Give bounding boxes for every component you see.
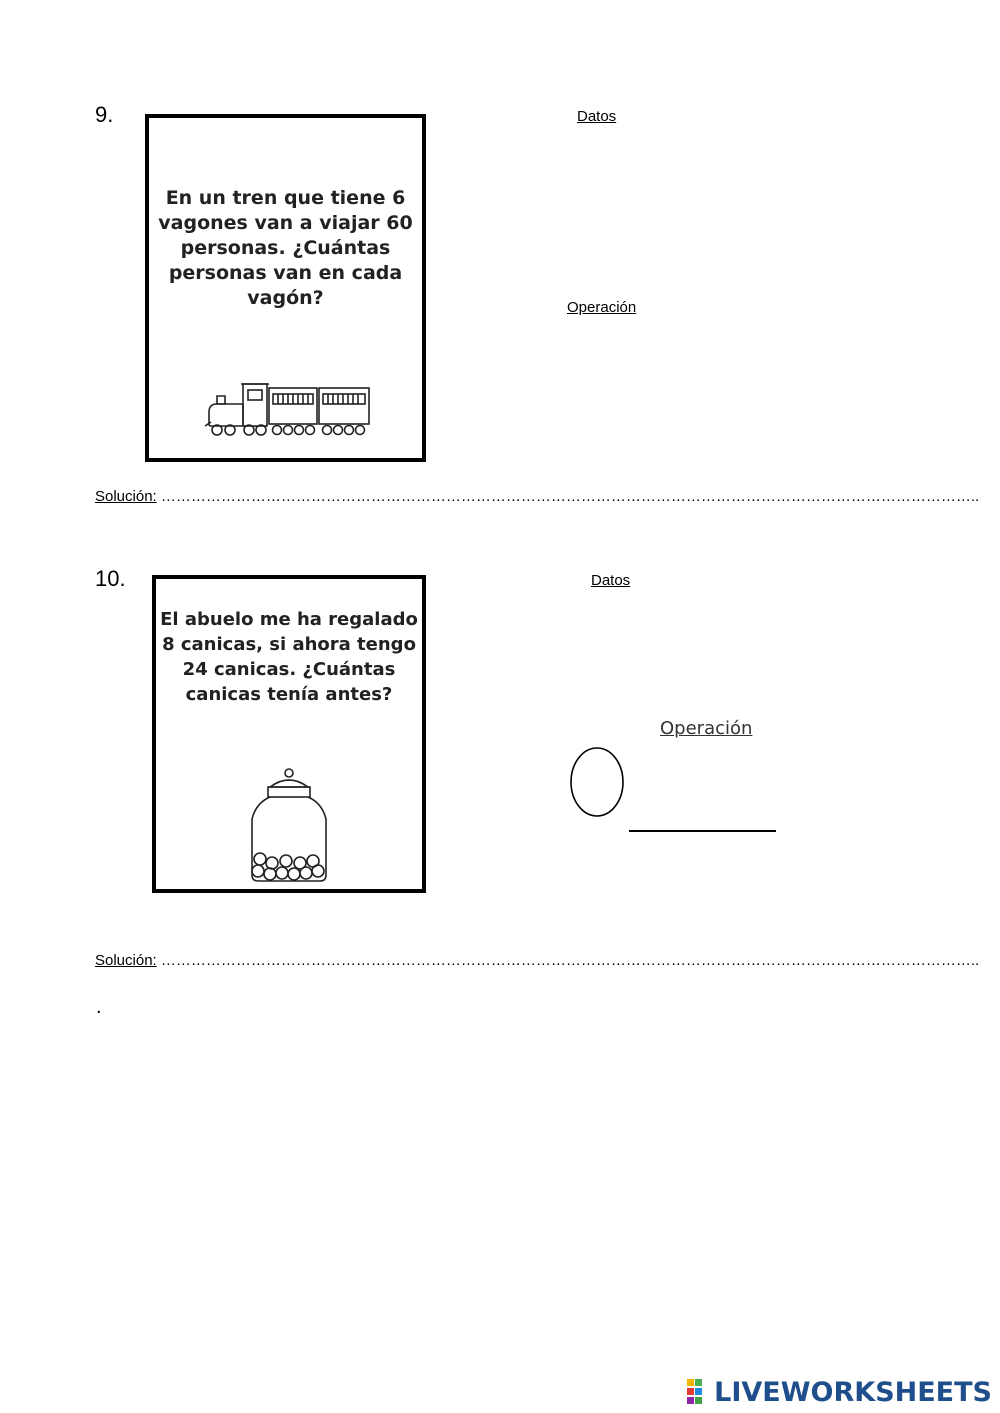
problem-10-solucion-label: Solución: [95,952,157,969]
problem-10-card [152,575,426,893]
problem-9-text: En un tren que tiene 6 vagones van a viajar 60 personas. ¿Cuántas personas van en cada vagón? [158,187,413,309]
problem-10-number: 10. [95,566,126,591]
problem-10-text: El abuelo me ha regalado 8 canicas, si ahora tengo 24 canicas. ¿Cuántas canicas tenía antes? [160,609,418,705]
problem-9-card [145,114,426,462]
problem-9-number: 9. [95,102,114,127]
liveworksheets-logo-text: LIVEWORKSHEETS [714,1376,992,1408]
train-icon [203,376,373,438]
problem-9-operacion-label: Operación [567,299,637,316]
operation-result-line [629,830,776,832]
problem-10-solucion-answer-line[interactable]: ……………………………………………………………………………………………………………………………………………….. [160,952,980,969]
problem-9-solucion-answer-line[interactable]: ……………………………………………………………………………………………………………………………………………….. [160,488,980,505]
problem-9-solucion-label: Solución: [95,488,157,505]
problem-9-solucion [95,488,979,505]
marble-jar-icon [246,767,332,885]
problem-9-datos-label: Datos [577,108,617,125]
problem-10-operacion-label: Operación [660,718,753,739]
operation-sign-circle[interactable] [568,745,628,821]
problem-10-datos-label: Datos [591,572,631,589]
liveworksheets-logo-icon [687,1379,711,1405]
liveworksheets-logo [687,1377,992,1407]
trailing-mark: . [96,996,102,1018]
problem-10-solucion [95,952,979,969]
